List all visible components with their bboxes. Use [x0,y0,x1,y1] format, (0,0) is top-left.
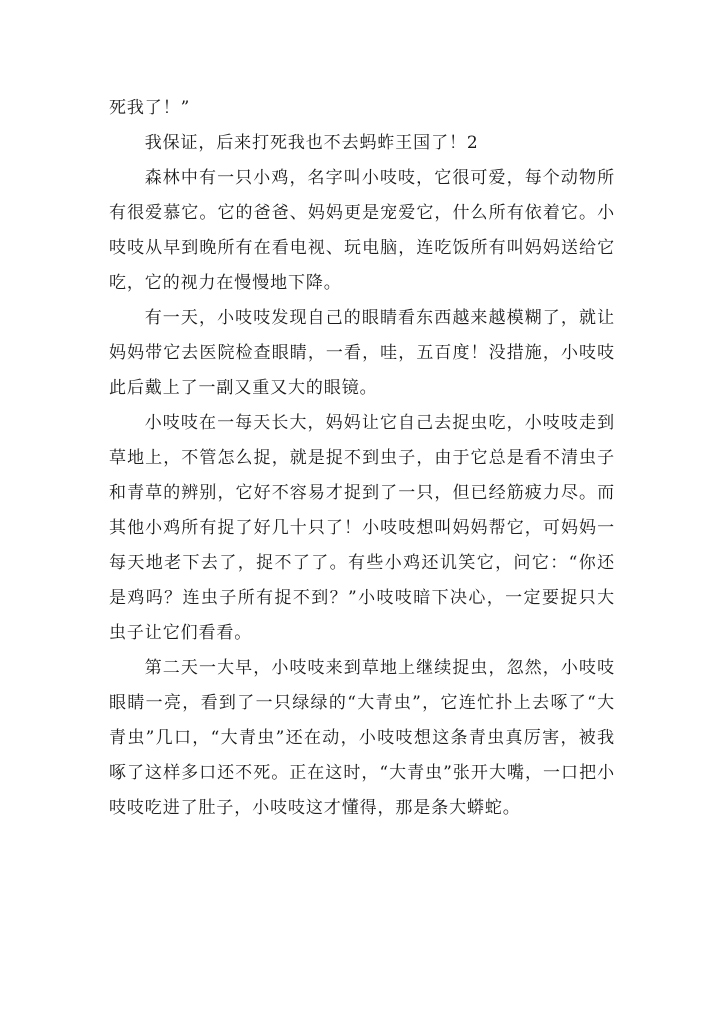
paragraph-5: 小吱吱在一每天长大，妈妈让它自己去捉虫吃，小吱吱走到草地上，不管怎么捉，就是捉不到虫子，由于它总是看不清虫子和青草的辨别，它好不容易才捉到了一只，但已经筋疲力尽。而其他小鸡所有捉了好几十只了！小吱吱想叫妈妈帮它，可妈妈一每天地老下去了，捉不了了。有些小鸡还讥笑它，问它：“你还是鸡吗？连虫子所有捉不到？”小吱吱暗下决心，一定要捉只大虫子让它们看看。 [109,413,615,643]
document-body [109,91,615,826]
paragraph-4: 有一天，小吱吱发现自己的眼睛看东西越来越模糊了，就让妈妈带它去医院检查眼睛，一看，哇，五百度！没措施，小吱吱此后戴上了一副又重又大的眼镜。 [109,308,615,398]
paragraph-1: 死我了！” [109,98,191,118]
paragraph-2: 我保证，后来打死我也不去蚂蚱王国了！2 [144,133,479,153]
paragraph-3: 森林中有一只小鸡，名字叫小吱吱，它很可爱，每个动物所有很爱慕它。它的爸爸、妈妈更是宠爱它，什么所有依着它。小吱吱从早到晚所有在看电视、玩电脑，连吃饭所有叫妈妈送给它吃，它的视力在慢慢地下降。 [109,168,615,293]
paragraph-6: 第二天一大早，小吱吱来到草地上继续捉虫，忽然，小吱吱眼睛一亮，看到了一只绿绿的“大青虫”，它连忙扑上去啄了“大青虫”几口，“大青虫”还在动，小吱吱想这条青虫真厉害，被我啄了这样多口还不死。正在这时，“大青虫”张开大嘴，一口把小吱吱吃进了肚子，小吱吱这才懂得，那是条大蟒蛇。 [109,658,615,818]
